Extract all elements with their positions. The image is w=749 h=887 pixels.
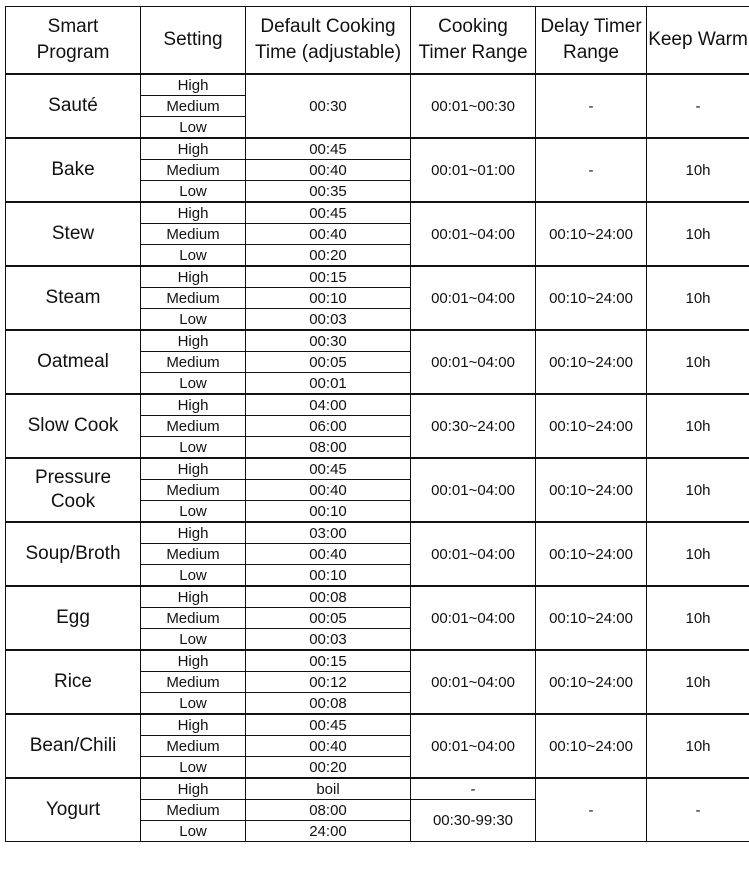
cooking-timer-range: 00:01~04:00	[411, 330, 536, 394]
table-row	[6, 266, 749, 288]
setting-level: Low	[141, 117, 246, 139]
table-header	[6, 7, 749, 75]
keep-warm: 10h	[647, 714, 749, 778]
delay-timer-range: 00:10~24:00	[536, 522, 647, 586]
keep-warm: 10h	[647, 458, 749, 522]
setting-level: High	[141, 202, 246, 224]
table-body	[6, 74, 749, 842]
default-cooking-time: 00:35	[246, 181, 411, 203]
table-row	[6, 522, 749, 544]
delay-timer-range: -	[536, 778, 647, 842]
default-cooking-time: 00:30	[246, 74, 411, 138]
default-cooking-time: 00:10	[246, 565, 411, 587]
setting-level: High	[141, 330, 246, 352]
setting-level: Low	[141, 501, 246, 523]
default-cooking-time: 06:00	[246, 416, 411, 437]
default-cooking-time: 00:45	[246, 138, 411, 160]
header-keep-warm	[647, 7, 749, 75]
setting-level: Medium	[141, 224, 246, 245]
program-name	[6, 586, 141, 650]
header-smart-program	[6, 7, 141, 75]
keep-warm: 10h	[647, 266, 749, 330]
setting-level: Low	[141, 565, 246, 587]
setting-level: High	[141, 138, 246, 160]
cooking-timer-range: 00:30~24:00	[411, 394, 536, 458]
default-cooking-time: 00:40	[246, 480, 411, 501]
keep-warm: 10h	[647, 202, 749, 266]
delay-timer-range: 00:10~24:00	[536, 458, 647, 522]
setting-level: Low	[141, 309, 246, 331]
setting-level: Medium	[141, 480, 246, 501]
default-cooking-time: 00:40	[246, 544, 411, 565]
delay-timer-range: -	[536, 138, 647, 202]
program-name-line: Rice	[53, 671, 92, 692]
default-cooking-time: 00:01	[246, 373, 411, 395]
keep-warm: 10h	[647, 394, 749, 458]
delay-timer-range: 00:10~24:00	[536, 650, 647, 714]
default-cooking-time: 00:30	[246, 330, 411, 352]
keep-warm: 10h	[647, 650, 749, 714]
default-cooking-time: 00:03	[246, 309, 411, 331]
program-name-line: Cook	[50, 491, 96, 512]
setting-level: Low	[141, 181, 246, 203]
cooking-timer-range: 00:30-99:30	[411, 800, 536, 842]
setting-level: High	[141, 650, 246, 672]
setting-level: Medium	[141, 352, 246, 373]
header-delay-timer-range	[536, 7, 647, 75]
setting-level: Low	[141, 373, 246, 395]
default-cooking-time: 08:00	[246, 437, 411, 459]
default-cooking-time: 00:08	[246, 693, 411, 715]
setting-level: High	[141, 74, 246, 96]
header-smart-program-line: Smart	[47, 16, 99, 37]
header-delay-timer-range-line: Range	[563, 42, 619, 63]
table-row	[6, 650, 749, 672]
default-cooking-time: 00:10	[246, 288, 411, 309]
table-row	[6, 202, 749, 224]
program-name	[6, 138, 141, 202]
setting-level: Low	[141, 437, 246, 459]
program-name	[6, 202, 141, 266]
setting-level: High	[141, 522, 246, 544]
header-cooking-timer-range	[411, 7, 536, 75]
default-cooking-time: 03:00	[246, 522, 411, 544]
cooking-timer-range: 00:01~04:00	[411, 266, 536, 330]
default-cooking-time: 00:20	[246, 757, 411, 779]
setting-level: High	[141, 586, 246, 608]
table-row	[6, 714, 749, 736]
default-cooking-time: 00:05	[246, 352, 411, 373]
delay-timer-range: 00:10~24:00	[536, 330, 647, 394]
setting-level: Medium	[141, 800, 246, 821]
default-cooking-time: 04:00	[246, 394, 411, 416]
header-default-cooking-time-line: Default Cooking	[260, 16, 396, 37]
keep-warm: 10h	[647, 522, 749, 586]
program-name-line: Bean/Chili	[29, 735, 117, 756]
setting-level: Medium	[141, 736, 246, 757]
default-cooking-time: 00:10	[246, 501, 411, 523]
cooking-timer-range: 00:01~04:00	[411, 586, 536, 650]
table-row	[6, 74, 749, 96]
setting-level: Medium	[141, 288, 246, 309]
header-cooking-timer-range-line: Cooking	[438, 16, 508, 37]
setting-level: High	[141, 714, 246, 736]
program-name	[6, 458, 141, 522]
table-row	[6, 330, 749, 352]
header-delay-timer-range-line: Delay Timer	[540, 16, 642, 37]
default-cooking-time: 00:40	[246, 224, 411, 245]
default-cooking-time: 00:12	[246, 672, 411, 693]
cooking-timer-range: 00:01~04:00	[411, 458, 536, 522]
default-cooking-time: 00:45	[246, 202, 411, 224]
program-name-line: Soup/Broth	[25, 543, 121, 564]
table-row	[6, 138, 749, 160]
program-name-line: Stew	[51, 223, 95, 244]
program-name	[6, 714, 141, 778]
header-default-cooking-time-line: Time (adjustable)	[254, 42, 402, 63]
program-name-line: Oatmeal	[37, 351, 109, 372]
cooking-timer-range: 00:01~01:00	[411, 138, 536, 202]
cooking-timer-range: 00:01~04:00	[411, 202, 536, 266]
delay-timer-range: 00:10~24:00	[536, 202, 647, 266]
default-cooking-time: 24:00	[246, 821, 411, 842]
setting-level: Low	[141, 629, 246, 651]
program-name	[6, 394, 141, 458]
table-row	[6, 458, 749, 480]
setting-level: High	[141, 778, 246, 800]
table-row	[6, 586, 749, 608]
program-name-line: Yogurt	[45, 799, 101, 820]
cooking-timer-range: 00:01~04:00	[411, 650, 536, 714]
header-default-cooking-time	[246, 7, 411, 75]
delay-timer-range: -	[536, 74, 647, 138]
default-cooking-time: 00:20	[246, 245, 411, 267]
default-cooking-time: 08:00	[246, 800, 411, 821]
table-row	[6, 778, 749, 800]
cooking-program-table	[5, 6, 749, 842]
setting-level: Low	[141, 821, 246, 842]
setting-level: Medium	[141, 544, 246, 565]
default-cooking-time: 00:15	[246, 266, 411, 288]
keep-warm: 10h	[647, 138, 749, 202]
program-name	[6, 650, 141, 714]
setting-level: Low	[141, 245, 246, 267]
default-cooking-time: 00:05	[246, 608, 411, 629]
setting-level: Medium	[141, 672, 246, 693]
cooking-timer-range: 00:01~04:00	[411, 714, 536, 778]
program-name	[6, 74, 141, 138]
program-name-line: Pressure	[34, 467, 112, 488]
default-cooking-time: boil	[246, 778, 411, 800]
default-cooking-time: 00:45	[246, 458, 411, 480]
header-cooking-timer-range-line: Timer Range	[418, 42, 528, 63]
setting-level: Medium	[141, 96, 246, 117]
setting-level: High	[141, 458, 246, 480]
setting-level: High	[141, 266, 246, 288]
program-name-line: Steam	[45, 287, 101, 308]
delay-timer-range: 00:10~24:00	[536, 586, 647, 650]
program-name-line: Sauté	[48, 95, 98, 116]
keep-warm: -	[647, 74, 749, 138]
delay-timer-range: 00:10~24:00	[536, 714, 647, 778]
header-smart-program-line: Program	[36, 42, 110, 63]
program-name-line: Slow Cook	[27, 415, 119, 436]
header-row	[6, 7, 749, 75]
setting-level: Low	[141, 693, 246, 715]
program-name	[6, 778, 141, 842]
keep-warm: -	[647, 778, 749, 842]
program-name	[6, 522, 141, 586]
program-name-line: Egg	[56, 607, 90, 628]
header-setting: Setting	[141, 7, 246, 75]
default-cooking-time: 00:40	[246, 736, 411, 757]
default-cooking-time: 00:03	[246, 629, 411, 651]
default-cooking-time: 00:45	[246, 714, 411, 736]
default-cooking-time: 00:08	[246, 586, 411, 608]
setting-level: Medium	[141, 416, 246, 437]
setting-level: Medium	[141, 608, 246, 629]
program-name	[6, 266, 141, 330]
keep-warm: 10h	[647, 330, 749, 394]
cooking-timer-range: -	[411, 778, 536, 800]
default-cooking-time: 00:40	[246, 160, 411, 181]
setting-level: Medium	[141, 160, 246, 181]
delay-timer-range: 00:10~24:00	[536, 266, 647, 330]
table-row	[6, 394, 749, 416]
cooking-timer-range: 00:01~04:00	[411, 522, 536, 586]
delay-timer-range: 00:10~24:00	[536, 394, 647, 458]
setting-level: Low	[141, 757, 246, 779]
program-name	[6, 330, 141, 394]
cooking-timer-range: 00:01~00:30	[411, 74, 536, 138]
header-keep-warm-line: Keep Warm	[648, 29, 748, 50]
default-cooking-time: 00:15	[246, 650, 411, 672]
program-name-line: Bake	[51, 159, 95, 180]
setting-level: High	[141, 394, 246, 416]
keep-warm: 10h	[647, 586, 749, 650]
